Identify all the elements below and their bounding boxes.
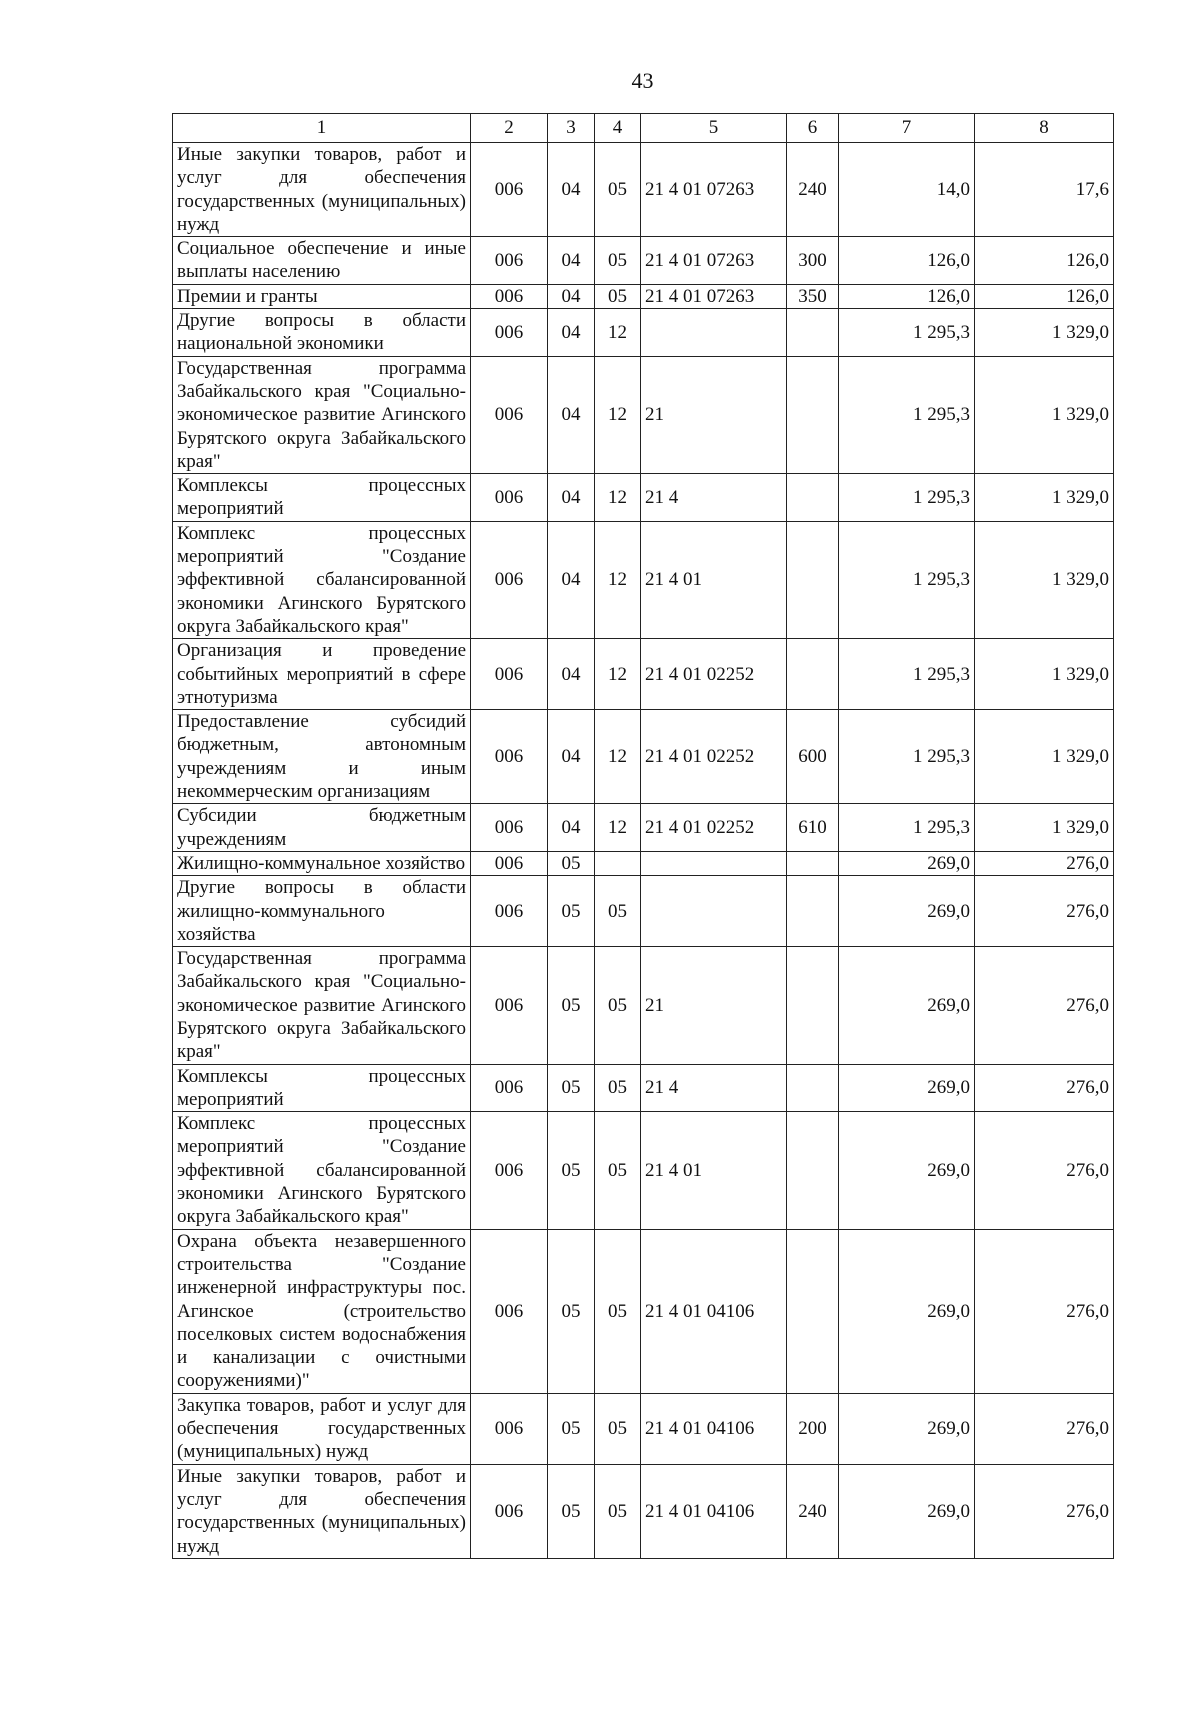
header-cell: 8	[975, 114, 1114, 143]
row-target-article: 21 4 01 02252	[641, 804, 787, 852]
row-amount-year-2: 1 329,0	[975, 474, 1114, 522]
table-row	[173, 876, 1114, 947]
table-row	[173, 1064, 1114, 1112]
row-target-article: 21 4 01 07263	[641, 237, 787, 285]
row-expense-type	[787, 947, 839, 1064]
row-amount-year-1: 269,0	[839, 1393, 975, 1464]
row-target-article: 21	[641, 947, 787, 1064]
row-amount-year-1: 126,0	[839, 284, 975, 308]
header-cell: 4	[595, 114, 641, 143]
row-ved: 006	[471, 237, 548, 285]
header-cell: 5	[641, 114, 787, 143]
row-name: Жилищно-коммунальное хозяйство	[173, 851, 471, 875]
row-target-article: 21 4 01 04106	[641, 1229, 787, 1393]
row-expense-type: 600	[787, 710, 839, 804]
row-subsection: 12	[595, 521, 641, 638]
row-expense-type	[787, 851, 839, 875]
row-amount-year-2: 17,6	[975, 143, 1114, 237]
row-expense-type	[787, 1229, 839, 1393]
row-target-article: 21 4 01	[641, 521, 787, 638]
row-amount-year-2: 276,0	[975, 1064, 1114, 1112]
row-ved: 006	[471, 1393, 548, 1464]
row-amount-year-1: 1 295,3	[839, 804, 975, 852]
row-amount-year-2: 126,0	[975, 237, 1114, 285]
row-amount-year-2: 1 329,0	[975, 804, 1114, 852]
row-amount-year-2: 276,0	[975, 1393, 1114, 1464]
row-section: 04	[548, 309, 595, 357]
row-expense-type: 200	[787, 1393, 839, 1464]
row-section: 05	[548, 947, 595, 1064]
row-amount-year-2: 276,0	[975, 876, 1114, 947]
row-amount-year-2: 1 329,0	[975, 639, 1114, 710]
row-amount-year-2: 276,0	[975, 1464, 1114, 1558]
table-row	[173, 1112, 1114, 1229]
row-section: 04	[548, 521, 595, 638]
row-amount-year-1: 1 295,3	[839, 639, 975, 710]
row-target-article	[641, 876, 787, 947]
table-row	[173, 804, 1114, 852]
row-section: 04	[548, 710, 595, 804]
row-subsection: 12	[595, 356, 641, 473]
row-expense-type: 240	[787, 1464, 839, 1558]
row-expense-type: 350	[787, 284, 839, 308]
table-row	[173, 356, 1114, 473]
row-subsection: 05	[595, 1229, 641, 1393]
row-subsection: 05	[595, 237, 641, 285]
row-section: 04	[548, 639, 595, 710]
row-expense-type: 240	[787, 143, 839, 237]
row-subsection	[595, 851, 641, 875]
row-amount-year-1: 1 295,3	[839, 356, 975, 473]
row-name: Иные закупки товаров, работ и услуг для обеспечения государственных (муниципальных) нужд	[173, 143, 471, 237]
row-amount-year-1: 14,0	[839, 143, 975, 237]
row-name: Государственная программа Забайкальского края "Социально-экономическое развитие Агинского Бурятского округа Забайкальского края"	[173, 356, 471, 473]
table-row	[173, 143, 1114, 237]
table-row	[173, 1393, 1114, 1464]
row-ved: 006	[471, 521, 548, 638]
row-name: Другие вопросы в области национальной экономики	[173, 309, 471, 357]
row-section: 04	[548, 237, 595, 285]
row-section: 05	[548, 1464, 595, 1558]
row-ved: 006	[471, 309, 548, 357]
header-cell: 2	[471, 114, 548, 143]
table-row	[173, 309, 1114, 357]
row-expense-type	[787, 309, 839, 357]
row-section: 04	[548, 804, 595, 852]
row-target-article: 21 4 01 07263	[641, 284, 787, 308]
header-cell: 6	[787, 114, 839, 143]
row-target-article	[641, 309, 787, 357]
budget-table	[172, 113, 1114, 1559]
row-amount-year-1: 1 295,3	[839, 710, 975, 804]
header-cell: 3	[548, 114, 595, 143]
row-name: Комплексы процессных мероприятий	[173, 1064, 471, 1112]
row-subsection: 05	[595, 1464, 641, 1558]
table-row	[173, 1464, 1114, 1558]
row-ved: 006	[471, 1112, 548, 1229]
row-amount-year-2: 276,0	[975, 1112, 1114, 1229]
row-expense-type	[787, 474, 839, 522]
row-subsection: 12	[595, 639, 641, 710]
row-subsection: 12	[595, 710, 641, 804]
table-row	[173, 947, 1114, 1064]
row-expense-type	[787, 356, 839, 473]
row-target-article: 21 4 01 02252	[641, 639, 787, 710]
row-amount-year-2: 276,0	[975, 851, 1114, 875]
row-amount-year-2: 1 329,0	[975, 710, 1114, 804]
row-ved: 006	[471, 804, 548, 852]
row-amount-year-2: 1 329,0	[975, 309, 1114, 357]
row-amount-year-1: 269,0	[839, 876, 975, 947]
row-ved: 006	[471, 851, 548, 875]
row-name: Закупка товаров, работ и услуг для обеспечения государственных (муниципальных) нужд	[173, 1393, 471, 1464]
row-subsection: 05	[595, 1064, 641, 1112]
row-name: Организация и проведение событийных мероприятий в сфере этнотуризма	[173, 639, 471, 710]
table-row	[173, 710, 1114, 804]
row-subsection: 05	[595, 143, 641, 237]
row-name: Государственная программа Забайкальского края "Социально-экономическое развитие Агинского Бурятского округа Забайкальского края"	[173, 947, 471, 1064]
row-target-article: 21 4	[641, 474, 787, 522]
row-name: Комплекс процессных мероприятий "Создание эффективной сбалансированной экономики Агинского Бурятского округа Забайкальского края"	[173, 1112, 471, 1229]
row-section: 04	[548, 284, 595, 308]
row-name: Комплексы процессных мероприятий	[173, 474, 471, 522]
row-ved: 006	[471, 1229, 548, 1393]
header-cell: 7	[839, 114, 975, 143]
row-target-article	[641, 851, 787, 875]
header-cell: 1	[173, 114, 471, 143]
row-ved: 006	[471, 1464, 548, 1558]
row-target-article: 21 4 01 04106	[641, 1464, 787, 1558]
row-amount-year-2: 1 329,0	[975, 521, 1114, 638]
row-amount-year-1: 1 295,3	[839, 309, 975, 357]
table-row	[173, 474, 1114, 522]
row-section: 05	[548, 876, 595, 947]
row-name: Другие вопросы в области жилищно-коммунального хозяйства	[173, 876, 471, 947]
row-subsection: 12	[595, 309, 641, 357]
row-subsection: 05	[595, 876, 641, 947]
header-row	[173, 114, 1114, 143]
row-amount-year-1: 1 295,3	[839, 521, 975, 638]
row-name: Социальное обеспечение и иные выплаты населению	[173, 237, 471, 285]
row-ved: 006	[471, 356, 548, 473]
table-row	[173, 237, 1114, 285]
row-ved: 006	[471, 876, 548, 947]
row-amount-year-1: 269,0	[839, 851, 975, 875]
row-ved: 006	[471, 710, 548, 804]
table-row	[173, 1229, 1114, 1393]
row-target-article: 21 4	[641, 1064, 787, 1112]
row-ved: 006	[471, 639, 548, 710]
row-ved: 006	[471, 947, 548, 1064]
row-target-article: 21	[641, 356, 787, 473]
row-target-article: 21 4 01 04106	[641, 1393, 787, 1464]
row-amount-year-1: 269,0	[839, 947, 975, 1064]
row-section: 04	[548, 143, 595, 237]
row-subsection: 05	[595, 284, 641, 308]
row-amount-year-2: 126,0	[975, 284, 1114, 308]
row-section: 05	[548, 1229, 595, 1393]
row-ved: 006	[471, 284, 548, 308]
row-section: 05	[548, 1112, 595, 1229]
row-target-article: 21 4 01	[641, 1112, 787, 1229]
row-section: 05	[548, 851, 595, 875]
row-expense-type	[787, 1112, 839, 1229]
row-section: 05	[548, 1064, 595, 1112]
table-row	[173, 639, 1114, 710]
table-row	[173, 284, 1114, 308]
row-amount-year-2: 276,0	[975, 1229, 1114, 1393]
table-row	[173, 851, 1114, 875]
row-subsection: 05	[595, 1112, 641, 1229]
row-expense-type	[787, 876, 839, 947]
row-name: Субсидии бюджетным учреждениям	[173, 804, 471, 852]
row-amount-year-2: 1 329,0	[975, 356, 1114, 473]
row-expense-type	[787, 639, 839, 710]
row-section: 05	[548, 1393, 595, 1464]
row-subsection: 12	[595, 804, 641, 852]
row-name: Охрана объекта незавершенного строительства "Создание инженерной инфраструктуры пос. Агинское (строительство поселковых систем водоснабжения и канализации с очистными сооружениями)"	[173, 1229, 471, 1393]
row-amount-year-1: 126,0	[839, 237, 975, 285]
row-ved: 006	[471, 143, 548, 237]
row-amount-year-1: 1 295,3	[839, 474, 975, 522]
row-target-article: 21 4 01 07263	[641, 143, 787, 237]
row-amount-year-2: 276,0	[975, 947, 1114, 1064]
row-amount-year-1: 269,0	[839, 1064, 975, 1112]
row-amount-year-1: 269,0	[839, 1112, 975, 1229]
row-name: Иные закупки товаров, работ и услуг для обеспечения государственных (муниципальных) нужд	[173, 1464, 471, 1558]
table-row	[173, 521, 1114, 638]
row-subsection: 12	[595, 474, 641, 522]
row-subsection: 05	[595, 947, 641, 1064]
page-number: 43	[631, 68, 654, 93]
row-expense-type	[787, 1064, 839, 1112]
row-ved: 006	[471, 474, 548, 522]
row-subsection: 05	[595, 1393, 641, 1464]
row-expense-type	[787, 521, 839, 638]
row-amount-year-1: 269,0	[839, 1229, 975, 1393]
row-amount-year-1: 269,0	[839, 1464, 975, 1558]
row-target-article: 21 4 01 02252	[641, 710, 787, 804]
row-expense-type: 610	[787, 804, 839, 852]
row-section: 04	[548, 356, 595, 473]
row-name: Комплекс процессных мероприятий "Создание эффективной сбалансированной экономики Агинского Бурятского округа Забайкальского края"	[173, 521, 471, 638]
row-name: Предоставление субсидий бюджетным, автономным учреждениям и иным некоммерческим организациям	[173, 710, 471, 804]
row-expense-type: 300	[787, 237, 839, 285]
row-name: Премии и гранты	[173, 284, 471, 308]
row-section: 04	[548, 474, 595, 522]
row-ved: 006	[471, 1064, 548, 1112]
